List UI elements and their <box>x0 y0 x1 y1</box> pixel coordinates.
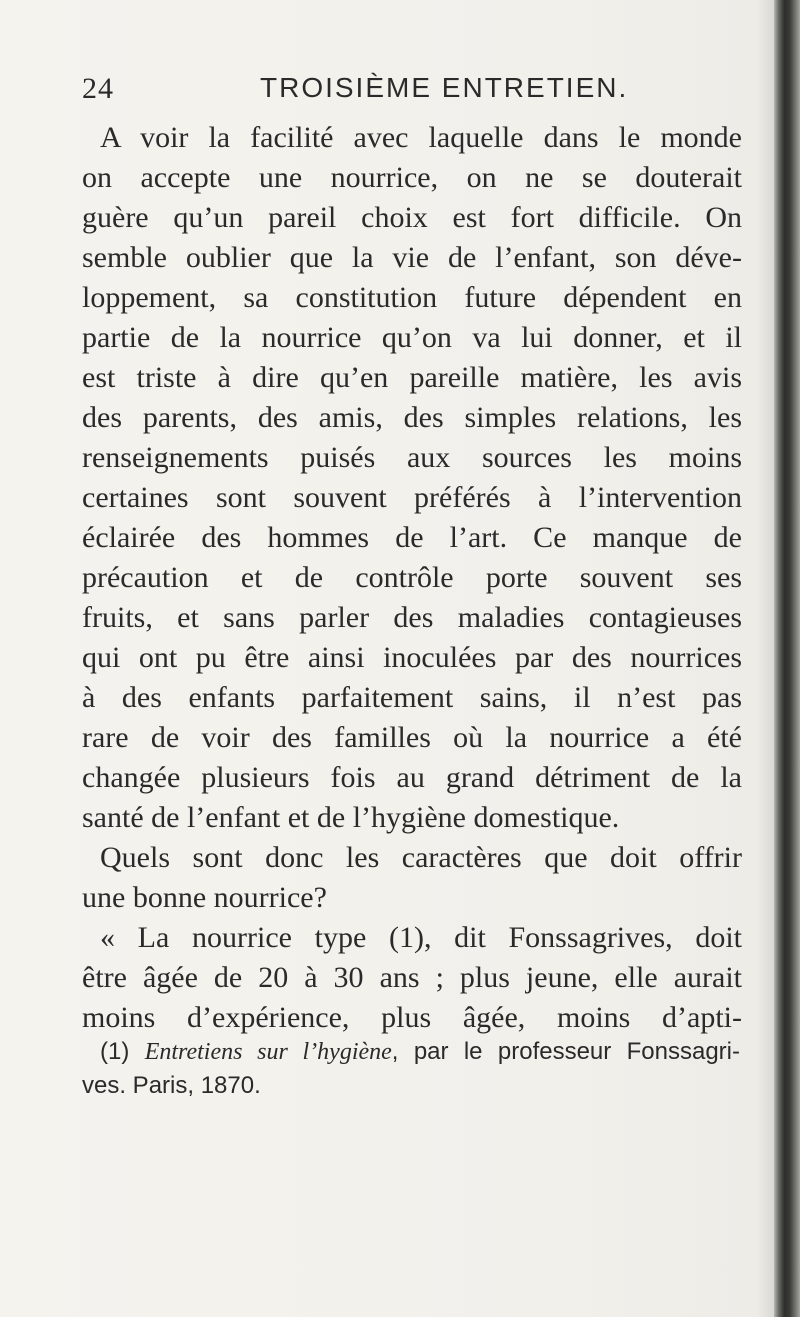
text-line: Quels sont donc les caractères que doit offrir <box>100 841 742 874</box>
footnote-marker: (1) <box>100 1038 130 1065</box>
footnote-book-title: Entretiens sur l’hygiène <box>144 1039 392 1065</box>
text-line: précaution et de contrôle porte souvent ses <box>82 561 742 594</box>
text-line: éclairée des hommes de l’art. Ce manque de <box>82 521 742 554</box>
text-line: guère qu’un pareil choix est fort difficile. On <box>82 201 742 234</box>
text-line: « La nourrice type (1), dit Fonssagrives, doit <box>100 921 742 954</box>
running-head: TROISIÈME ENTRETIEN. <box>260 72 629 103</box>
text-line: des parents, des amis, des simples relations, les <box>82 401 742 434</box>
text-line: certaines sont souvent préférés à l’intervention <box>82 481 742 514</box>
text-line: à des enfants parfaitement sains, il n’est pas <box>82 681 742 714</box>
footnote-line <box>100 1035 740 1069</box>
text-line: une bonne nourrice? <box>82 881 327 914</box>
text-line: renseignements puisés aux sources les moins <box>82 441 742 474</box>
page-header <box>82 72 742 112</box>
text-line: on accepte une nourrice, on ne se douterait <box>82 161 742 194</box>
text-line: changée plusieurs fois au grand détriment de la <box>82 761 742 794</box>
book-binding-edge <box>774 0 800 1317</box>
text-line: loppement, sa constitution future dépendent en <box>82 281 742 314</box>
text-line: fruits, et sans parler des maladies contagieuses <box>82 601 742 634</box>
binding-shadow <box>756 0 774 1317</box>
text-line: santé de l’enfant et de l’hygiène domestique. <box>82 801 620 834</box>
footnote-line: ves. Paris, 1870. <box>82 1072 261 1099</box>
footnote <box>82 1035 740 1103</box>
text-line: moins d’expérience, plus âgée, moins d’apti- <box>82 1001 742 1034</box>
body-text <box>82 118 742 1038</box>
text-line: est triste à dire qu’en pareille matière, les avis <box>82 361 742 394</box>
text-line: être âgée de 20 à 30 ans ; plus jeune, elle aurait <box>82 961 742 994</box>
footnote-text: , par le professeur Fonssagri- <box>391 1038 740 1065</box>
page-number: 24 <box>82 72 114 105</box>
text-line: partie de la nourrice qu’on va lui donner, et il <box>82 321 742 354</box>
text-line: rare de voir des familles où la nourrice a été <box>82 721 742 754</box>
text-line: semble oublier que la vie de l’enfant, son déve- <box>82 241 742 274</box>
text-line: A voir la facilité avec laquelle dans le monde <box>100 121 742 154</box>
text-line: qui ont pu être ainsi inoculées par des nourrices <box>82 641 742 674</box>
